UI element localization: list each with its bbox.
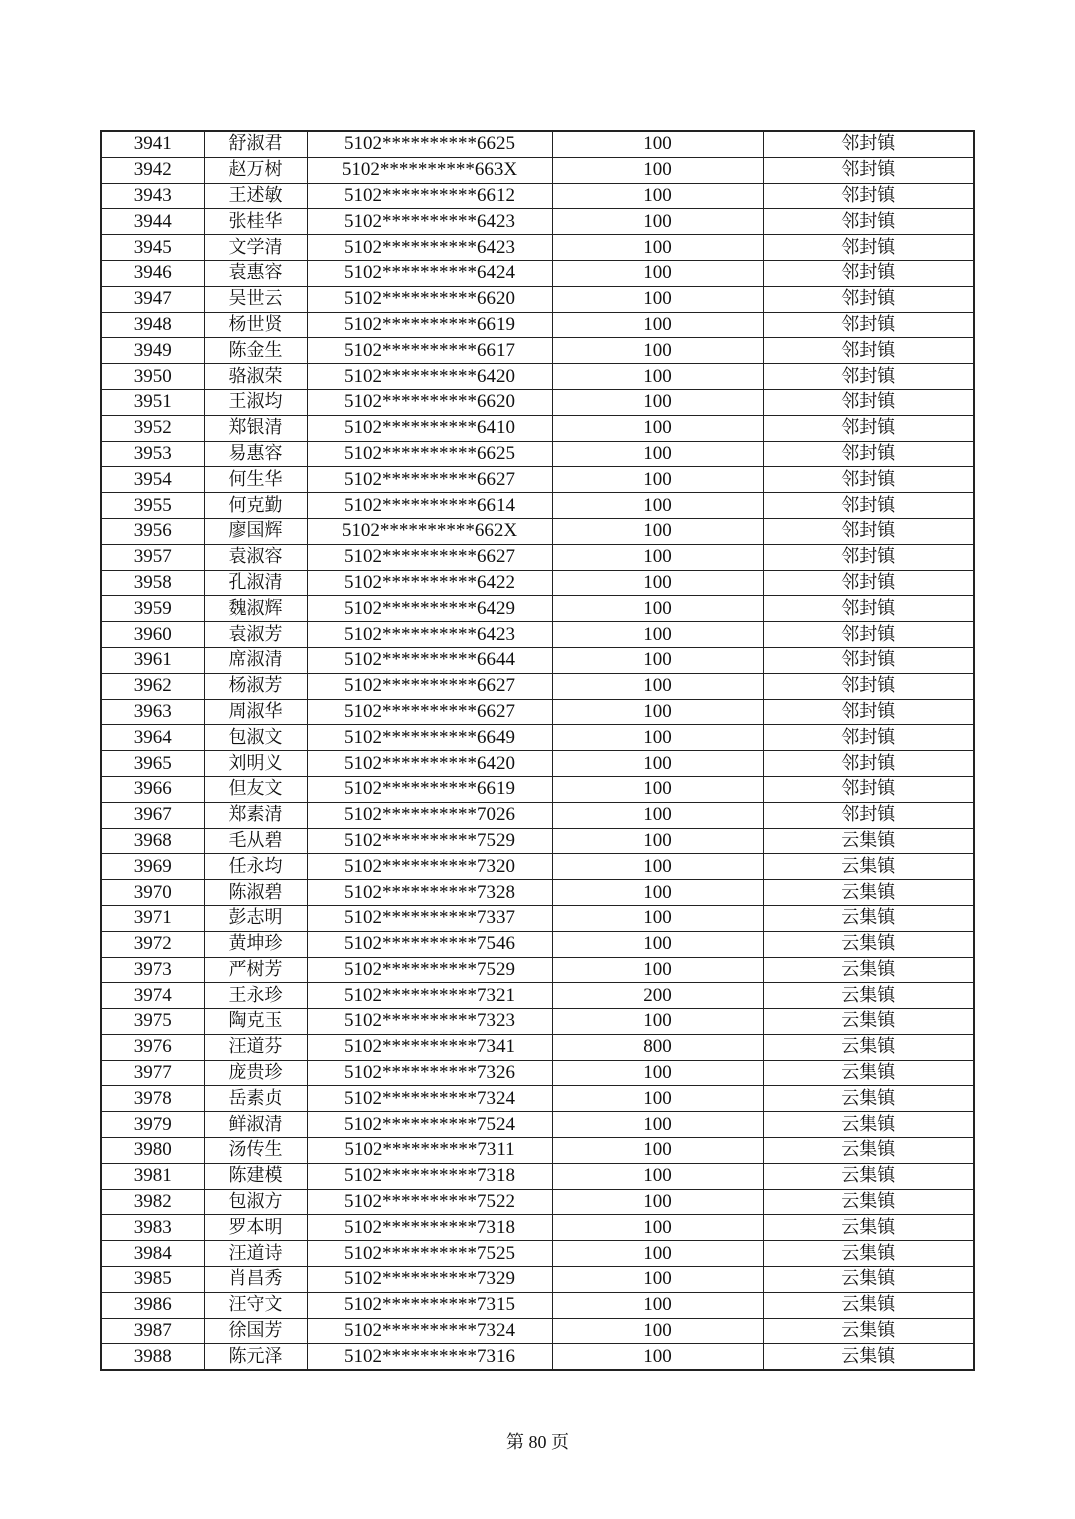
row-number-cell: 3951	[101, 389, 204, 415]
row-number-cell: 3976	[101, 1034, 204, 1060]
id-number-cell: 5102**********7524	[307, 1112, 552, 1138]
town-cell: 邻封镇	[763, 286, 974, 312]
amount-cell: 100	[552, 725, 763, 751]
town-cell: 云集镇	[763, 1292, 974, 1318]
id-number-cell: 5102**********7026	[307, 802, 552, 828]
row-number-cell: 3952	[101, 415, 204, 441]
row-number-cell: 3962	[101, 673, 204, 699]
amount-cell: 100	[552, 1267, 763, 1293]
page-number: 第 80 页	[506, 1432, 569, 1452]
amount-cell: 100	[552, 415, 763, 441]
row-number-cell: 3946	[101, 260, 204, 286]
table-row	[101, 1292, 974, 1318]
row-number-cell: 3947	[101, 286, 204, 312]
table-row	[101, 725, 974, 751]
data-table	[100, 130, 975, 1371]
row-number-cell: 3960	[101, 622, 204, 648]
amount-cell: 100	[552, 235, 763, 261]
id-number-cell: 5102**********6620	[307, 389, 552, 415]
table-row	[101, 751, 974, 777]
amount-cell: 100	[552, 467, 763, 493]
row-number-cell: 3955	[101, 493, 204, 519]
town-cell: 云集镇	[763, 828, 974, 854]
amount-cell: 100	[552, 622, 763, 648]
town-cell: 邻封镇	[763, 622, 974, 648]
row-number-cell: 3983	[101, 1215, 204, 1241]
town-cell: 云集镇	[763, 1034, 974, 1060]
row-number-cell: 3987	[101, 1318, 204, 1344]
amount-cell: 100	[552, 596, 763, 622]
name-cell: 汪道芬	[204, 1034, 307, 1060]
id-number-cell: 5102**********7326	[307, 1060, 552, 1086]
amount-cell: 100	[552, 389, 763, 415]
amount-cell: 100	[552, 647, 763, 673]
table-row	[101, 518, 974, 544]
name-cell: 赵万树	[204, 157, 307, 183]
name-cell: 庞贵珍	[204, 1060, 307, 1086]
town-cell: 邻封镇	[763, 751, 974, 777]
town-cell: 云集镇	[763, 1267, 974, 1293]
town-cell: 邻封镇	[763, 209, 974, 235]
amount-cell: 100	[552, 1292, 763, 1318]
town-cell: 邻封镇	[763, 157, 974, 183]
row-number-cell: 3944	[101, 209, 204, 235]
row-number-cell: 3981	[101, 1163, 204, 1189]
id-number-cell: 5102**********7337	[307, 905, 552, 931]
town-cell: 邻封镇	[763, 415, 974, 441]
table-row	[101, 673, 974, 699]
town-cell: 云集镇	[763, 905, 974, 931]
row-number-cell: 3982	[101, 1189, 204, 1215]
town-cell: 邻封镇	[763, 183, 974, 209]
town-cell: 云集镇	[763, 854, 974, 880]
amount-cell: 100	[552, 1112, 763, 1138]
town-cell: 云集镇	[763, 1318, 974, 1344]
table-row	[101, 1267, 974, 1293]
town-cell: 邻封镇	[763, 596, 974, 622]
amount-cell: 100	[552, 673, 763, 699]
table-row	[101, 312, 974, 338]
town-cell: 云集镇	[763, 1189, 974, 1215]
name-cell: 周淑华	[204, 699, 307, 725]
amount-cell: 100	[552, 312, 763, 338]
row-number-cell: 3975	[101, 1009, 204, 1035]
row-number-cell: 3986	[101, 1292, 204, 1318]
row-number-cell: 3969	[101, 854, 204, 880]
id-number-cell: 5102**********6420	[307, 364, 552, 390]
name-cell: 郑素清	[204, 802, 307, 828]
town-cell: 云集镇	[763, 1112, 974, 1138]
id-number-cell: 5102**********663X	[307, 157, 552, 183]
id-number-cell: 5102**********6620	[307, 286, 552, 312]
name-cell: 易惠容	[204, 441, 307, 467]
id-number-cell: 5102**********7311	[307, 1138, 552, 1164]
row-number-cell: 3978	[101, 1086, 204, 1112]
amount-cell: 100	[552, 1318, 763, 1344]
table-row	[101, 776, 974, 802]
town-cell: 邻封镇	[763, 441, 974, 467]
name-cell: 陈金生	[204, 338, 307, 364]
amount-cell: 100	[552, 338, 763, 364]
table-row	[101, 1112, 974, 1138]
table-row	[101, 131, 974, 157]
row-number-cell: 3948	[101, 312, 204, 338]
name-cell: 张桂华	[204, 209, 307, 235]
id-number-cell: 5102**********7328	[307, 880, 552, 906]
table-row	[101, 983, 974, 1009]
table-row	[101, 622, 974, 648]
amount-cell: 100	[552, 957, 763, 983]
name-cell: 席淑清	[204, 647, 307, 673]
table-row	[101, 880, 974, 906]
name-cell: 袁惠容	[204, 260, 307, 286]
name-cell: 毛从碧	[204, 828, 307, 854]
town-cell: 邻封镇	[763, 389, 974, 415]
row-number-cell: 3984	[101, 1241, 204, 1267]
town-cell: 云集镇	[763, 1163, 974, 1189]
id-number-cell: 5102**********7329	[307, 1267, 552, 1293]
table-row	[101, 931, 974, 957]
name-cell: 廖国辉	[204, 518, 307, 544]
table-row	[101, 1009, 974, 1035]
amount-cell: 100	[552, 699, 763, 725]
table-row	[101, 854, 974, 880]
town-cell: 邻封镇	[763, 364, 974, 390]
amount-cell: 100	[552, 1189, 763, 1215]
town-cell: 邻封镇	[763, 544, 974, 570]
id-number-cell: 5102**********7525	[307, 1241, 552, 1267]
id-number-cell: 5102**********7324	[307, 1086, 552, 1112]
amount-cell: 100	[552, 1163, 763, 1189]
amount-cell: 100	[552, 802, 763, 828]
name-cell: 陈淑碧	[204, 880, 307, 906]
name-cell: 袁淑芳	[204, 622, 307, 648]
amount-cell: 100	[552, 364, 763, 390]
row-number-cell: 3965	[101, 751, 204, 777]
name-cell: 任永均	[204, 854, 307, 880]
row-number-cell: 3956	[101, 518, 204, 544]
town-cell: 邻封镇	[763, 673, 974, 699]
town-cell: 云集镇	[763, 1138, 974, 1164]
id-number-cell: 5102**********6619	[307, 312, 552, 338]
id-number-cell: 5102**********7529	[307, 957, 552, 983]
id-number-cell: 5102**********7529	[307, 828, 552, 854]
row-number-cell: 3958	[101, 570, 204, 596]
row-number-cell: 3970	[101, 880, 204, 906]
id-number-cell: 5102**********6627	[307, 673, 552, 699]
row-number-cell: 3980	[101, 1138, 204, 1164]
amount-cell: 100	[552, 260, 763, 286]
town-cell: 邻封镇	[763, 647, 974, 673]
town-cell: 云集镇	[763, 1009, 974, 1035]
name-cell: 郑银清	[204, 415, 307, 441]
table-row	[101, 828, 974, 854]
amount-cell: 100	[552, 905, 763, 931]
amount-cell: 100	[552, 1060, 763, 1086]
table-row	[101, 364, 974, 390]
amount-cell: 100	[552, 131, 763, 157]
amount-cell: 100	[552, 880, 763, 906]
amount-cell: 100	[552, 570, 763, 596]
name-cell: 刘明义	[204, 751, 307, 777]
id-number-cell: 5102**********6614	[307, 493, 552, 519]
amount-cell: 100	[552, 157, 763, 183]
name-cell: 汪道诗	[204, 1241, 307, 1267]
town-cell: 邻封镇	[763, 260, 974, 286]
name-cell: 王述敏	[204, 183, 307, 209]
table-row	[101, 1086, 974, 1112]
table-row	[101, 493, 974, 519]
name-cell: 包淑文	[204, 725, 307, 751]
table-row	[101, 544, 974, 570]
table-row	[101, 286, 974, 312]
row-number-cell: 3973	[101, 957, 204, 983]
id-number-cell: 5102**********6423	[307, 209, 552, 235]
table-row	[101, 957, 974, 983]
town-cell: 邻封镇	[763, 338, 974, 364]
amount-cell: 100	[552, 493, 763, 519]
name-cell: 但友文	[204, 776, 307, 802]
table-row	[101, 338, 974, 364]
id-number-cell: 5102**********6649	[307, 725, 552, 751]
table-row	[101, 209, 974, 235]
name-cell: 严树芳	[204, 957, 307, 983]
name-cell: 袁淑容	[204, 544, 307, 570]
name-cell: 罗本明	[204, 1215, 307, 1241]
name-cell: 岳素贞	[204, 1086, 307, 1112]
table-row	[101, 570, 974, 596]
row-number-cell: 3954	[101, 467, 204, 493]
name-cell: 陈建模	[204, 1163, 307, 1189]
id-number-cell: 5102**********6424	[307, 260, 552, 286]
id-number-cell: 5102**********6627	[307, 467, 552, 493]
row-number-cell: 3972	[101, 931, 204, 957]
id-number-cell: 5102**********7522	[307, 1189, 552, 1215]
table-row	[101, 235, 974, 261]
row-number-cell: 3950	[101, 364, 204, 390]
row-number-cell: 3968	[101, 828, 204, 854]
town-cell: 邻封镇	[763, 467, 974, 493]
town-cell: 邻封镇	[763, 699, 974, 725]
name-cell: 舒淑君	[204, 131, 307, 157]
name-cell: 孔淑清	[204, 570, 307, 596]
amount-cell: 100	[552, 518, 763, 544]
table-row	[101, 260, 974, 286]
amount-cell: 100	[552, 1138, 763, 1164]
id-number-cell: 5102**********6420	[307, 751, 552, 777]
table-row	[101, 467, 974, 493]
id-number-cell: 5102**********6423	[307, 622, 552, 648]
id-number-cell: 5102**********7321	[307, 983, 552, 1009]
table-row	[101, 1344, 974, 1370]
town-cell: 邻封镇	[763, 725, 974, 751]
town-cell: 云集镇	[763, 1060, 974, 1086]
name-cell: 王永珍	[204, 983, 307, 1009]
town-cell: 邻封镇	[763, 312, 974, 338]
town-cell: 邻封镇	[763, 131, 974, 157]
name-cell: 骆淑荣	[204, 364, 307, 390]
table-row	[101, 441, 974, 467]
id-number-cell: 5102**********6410	[307, 415, 552, 441]
row-number-cell: 3985	[101, 1267, 204, 1293]
amount-cell: 100	[552, 828, 763, 854]
amount-cell: 100	[552, 544, 763, 570]
amount-cell: 100	[552, 1215, 763, 1241]
id-number-cell: 5102**********7341	[307, 1034, 552, 1060]
town-cell: 云集镇	[763, 1241, 974, 1267]
table-row	[101, 1318, 974, 1344]
town-cell: 云集镇	[763, 1344, 974, 1370]
id-number-cell: 5102**********6625	[307, 441, 552, 467]
id-number-cell: 5102**********6617	[307, 338, 552, 364]
table-row	[101, 389, 974, 415]
table-row	[101, 1034, 974, 1060]
table-row	[101, 183, 974, 209]
row-number-cell: 3953	[101, 441, 204, 467]
table-row	[101, 699, 974, 725]
id-number-cell: 5102**********7320	[307, 854, 552, 880]
row-number-cell: 3959	[101, 596, 204, 622]
amount-cell: 100	[552, 776, 763, 802]
amount-cell: 800	[552, 1034, 763, 1060]
row-number-cell: 3945	[101, 235, 204, 261]
row-number-cell: 3967	[101, 802, 204, 828]
id-number-cell: 5102**********6429	[307, 596, 552, 622]
amount-cell: 200	[552, 983, 763, 1009]
table-row	[101, 802, 974, 828]
id-number-cell: 5102**********6627	[307, 544, 552, 570]
id-number-cell: 5102**********7318	[307, 1163, 552, 1189]
amount-cell: 100	[552, 854, 763, 880]
name-cell: 陶克玉	[204, 1009, 307, 1035]
row-number-cell: 3941	[101, 131, 204, 157]
row-number-cell: 3961	[101, 647, 204, 673]
id-number-cell: 5102**********6423	[307, 235, 552, 261]
row-number-cell: 3988	[101, 1344, 204, 1370]
id-number-cell: 5102**********6625	[307, 131, 552, 157]
amount-cell: 100	[552, 1009, 763, 1035]
amount-cell: 100	[552, 209, 763, 235]
row-number-cell: 3977	[101, 1060, 204, 1086]
name-cell: 何生华	[204, 467, 307, 493]
town-cell: 邻封镇	[763, 235, 974, 261]
name-cell: 汤传生	[204, 1138, 307, 1164]
id-number-cell: 5102**********6627	[307, 699, 552, 725]
table-row	[101, 415, 974, 441]
town-cell: 云集镇	[763, 1086, 974, 1112]
table-row	[101, 1241, 974, 1267]
town-cell: 邻封镇	[763, 776, 974, 802]
name-cell: 吴世云	[204, 286, 307, 312]
row-number-cell: 3942	[101, 157, 204, 183]
town-cell: 云集镇	[763, 1215, 974, 1241]
name-cell: 肖昌秀	[204, 1267, 307, 1293]
name-cell: 鲜淑清	[204, 1112, 307, 1138]
town-cell: 云集镇	[763, 983, 974, 1009]
town-cell: 邻封镇	[763, 802, 974, 828]
name-cell: 何克勤	[204, 493, 307, 519]
table-row	[101, 1163, 974, 1189]
id-number-cell: 5102**********7324	[307, 1318, 552, 1344]
name-cell: 徐国芳	[204, 1318, 307, 1344]
name-cell: 黄坤珍	[204, 931, 307, 957]
id-number-cell: 5102**********7546	[307, 931, 552, 957]
table-row	[101, 1138, 974, 1164]
name-cell: 王淑均	[204, 389, 307, 415]
name-cell: 杨淑芳	[204, 673, 307, 699]
town-cell: 云集镇	[763, 931, 974, 957]
row-number-cell: 3979	[101, 1112, 204, 1138]
amount-cell: 100	[552, 183, 763, 209]
amount-cell: 100	[552, 751, 763, 777]
amount-cell: 100	[552, 1241, 763, 1267]
name-cell: 包淑方	[204, 1189, 307, 1215]
id-number-cell: 5102**********7318	[307, 1215, 552, 1241]
id-number-cell: 5102**********662X	[307, 518, 552, 544]
town-cell: 云集镇	[763, 957, 974, 983]
row-number-cell: 3971	[101, 905, 204, 931]
name-cell: 彭志明	[204, 905, 307, 931]
row-number-cell: 3949	[101, 338, 204, 364]
id-number-cell: 5102**********6644	[307, 647, 552, 673]
amount-cell: 100	[552, 1344, 763, 1370]
row-number-cell: 3966	[101, 776, 204, 802]
town-cell: 云集镇	[763, 880, 974, 906]
name-cell: 杨世贤	[204, 312, 307, 338]
table-row	[101, 905, 974, 931]
amount-cell: 100	[552, 931, 763, 957]
id-number-cell: 5102**********7315	[307, 1292, 552, 1318]
table-row	[101, 1215, 974, 1241]
table-body	[101, 131, 974, 1370]
table-row	[101, 1189, 974, 1215]
id-number-cell: 5102**********7316	[307, 1344, 552, 1370]
town-cell: 邻封镇	[763, 518, 974, 544]
amount-cell: 100	[552, 441, 763, 467]
id-number-cell: 5102**********6422	[307, 570, 552, 596]
amount-cell: 100	[552, 286, 763, 312]
row-number-cell: 3963	[101, 699, 204, 725]
amount-cell: 100	[552, 1086, 763, 1112]
name-cell: 汪守文	[204, 1292, 307, 1318]
row-number-cell: 3943	[101, 183, 204, 209]
table-row	[101, 1060, 974, 1086]
table-row	[101, 157, 974, 183]
table-row	[101, 596, 974, 622]
name-cell: 文学清	[204, 235, 307, 261]
id-number-cell: 5102**********6612	[307, 183, 552, 209]
town-cell: 邻封镇	[763, 493, 974, 519]
id-number-cell: 5102**********6619	[307, 776, 552, 802]
name-cell: 魏淑辉	[204, 596, 307, 622]
town-cell: 邻封镇	[763, 570, 974, 596]
id-number-cell: 5102**********7323	[307, 1009, 552, 1035]
table-row	[101, 647, 974, 673]
row-number-cell: 3964	[101, 725, 204, 751]
name-cell: 陈元泽	[204, 1344, 307, 1370]
row-number-cell: 3974	[101, 983, 204, 1009]
row-number-cell: 3957	[101, 544, 204, 570]
